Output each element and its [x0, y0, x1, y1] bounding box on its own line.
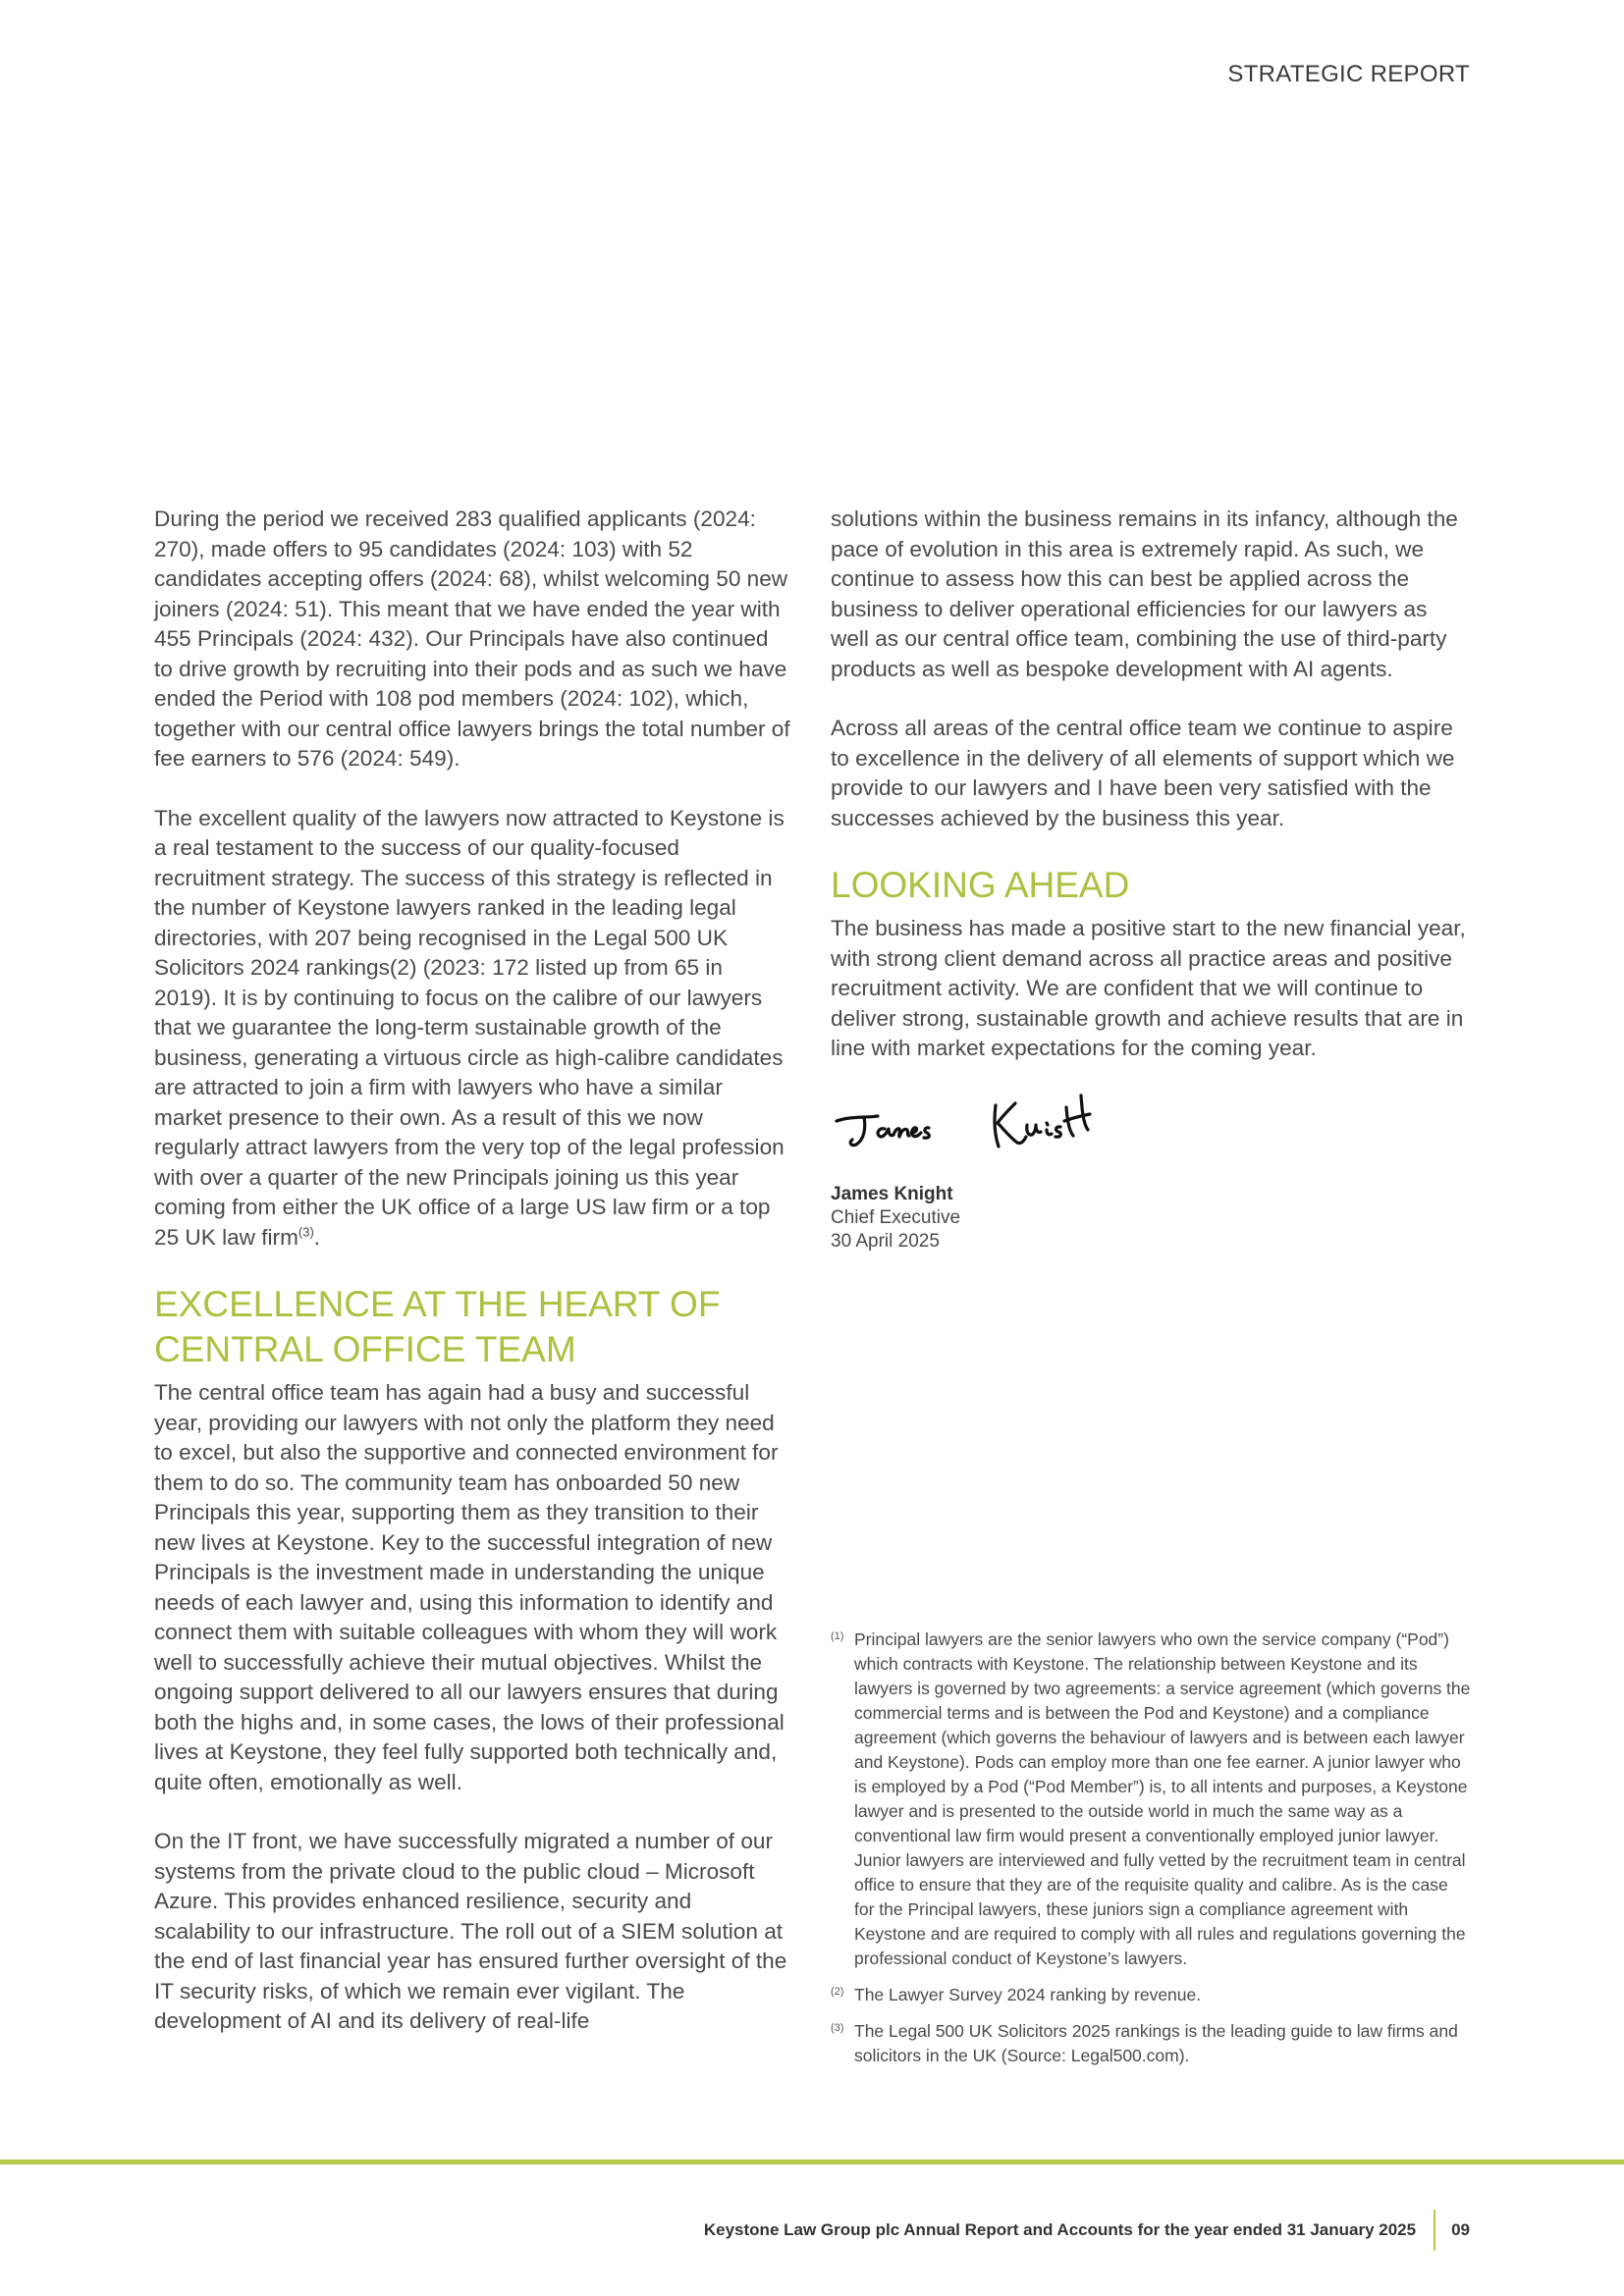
footer-divider: [1434, 2210, 1435, 2251]
signer-date: 30 April 2025: [831, 1230, 940, 1252]
footnote-text: The Legal 500 UK Solicitors 2025 rankings is the leading guide to law firms and solicitors in the UK (Source: Legal500.com).: [854, 2021, 1458, 2065]
paragraph-ai: solutions within the business remains in its infancy, although the pace of evolution in this area is extremely rapid. As such, we continue to assess how this can best be applied across the business to deliver operational efficiencies for our lawyers as well as our central office team, combining the use of third-party products as well as bespoke development with AI agents.: [831, 507, 1458, 681]
footnotes: [831, 1628, 1471, 2080]
paragraph-excellence: Across all areas of the central office team we continue to aspire to excellence in the delivery of all elements of support which we provide to our lawyers and I have been very satisfied with the successes achieved by the business this year.: [831, 716, 1455, 830]
paragraph-it: On the IT front, we have successfully migrated a number of our systems from the private cloud to the public cloud – Microsoft Azure. This provides enhanced resilience, security and scalability to our infrastructure. The roll out of a SIEM solution at the end of last financial year has ensured further oversight of the IT security risks, of which we remain ever vigilant. The development of AI and its delivery of real-life: [154, 1829, 787, 2033]
footnote-text: Principal lawyers are the senior lawyers who own the service company (“Pod”) which contracts with Keystone. The relationship between Keystone and its lawyers is governed by two agreements: a service agreement (which governs the commercial terms and is between the Pod and Keystone) and a compliance agreement (which governs the behaviour of lawyers and is between each lawyer and Keystone). Pods can employ more than one fee earner. A junior lawyer who is employed by a Pod (“Pod Member”) is, to all intents and purposes, a Keystone lawyer and is presented to the outside world in much the same way as a conventional law firm would present a conventionally employed junior lawyer. Junior lawyers are interviewed and fully vetted by the recruitment team in central office to ensure that they are of the requisite quality and calibre. As is the case for the Principal lawyers, these juniors sign a compliance agreement with Keystone and are required to comply with all rules and regulations governing the professional conduct of Keystone’s lawyers.: [854, 1629, 1471, 1968]
paragraph-quality-text: The excellent quality of the lawyers now attracted to Keystone is a real testament to the success of our quality-focused recruitment strategy. The success of this strategy is reflected in the number of Keystone lawyers ranked in the leading legal directories, with 207 being recognised in the Legal 500 UK Solicitors 2024 rankings(2) (2023: 172 listed up from 65 in 2019). It is by continuing to focus on the calibre of our lawyers that we guarantee the long-term sustainable growth of the business, generating a virtuous circle as high-calibre candidates are attracted to join a firm with lawyers who have a similar market presence to their own. As a result of this we now regularly attract lawyers from the very top of the legal profession with over a quarter of the new Principals joining us this year coming from either the UK office of a large US law firm or a top 25 UK law firm: [154, 805, 785, 1250]
right-column: [831, 505, 1471, 1254]
signer-block: [831, 1183, 1471, 1254]
section-label: STRATEGIC REPORT: [1227, 61, 1470, 87]
signature: [831, 1086, 1471, 1169]
signature-image: [831, 1086, 1125, 1164]
heading-central-office: EXCELLENCE AT THE HEART OF CENTRAL OFFICE TEAM: [154, 1284, 721, 1369]
footnote-2: [831, 1983, 1471, 2007]
paragraph-central-office: The central office team has again had a busy and successful year, providing our lawyers with not only the platform they need to excel, but also the supportive and connected environment for them to do so. The community team has onboarded 50 new Principals this year, supporting them as they transition to their new lives at Keystone. Key to the successful integration of new Principals is the investment made in understanding the unique needs of each lawyer and, using this information to identify and connect them with suitable colleagues with whom they will work well to successfully achieve their mutual objectives. Whilst the ongoing support delivered to all our lawyers ensures that during both the highs and, in some cases, the lows of their professional lives at Keystone, they feel fully supported both technically and, quite often, emotionally as well.: [154, 1380, 785, 1794]
page-footer: [704, 2210, 1470, 2251]
footnote-number: (2): [831, 1986, 844, 1998]
footnote-3: [831, 2019, 1471, 2068]
footnote-number: (3): [831, 2022, 844, 2034]
footnote-number: (1): [831, 1630, 844, 1642]
paragraph-outlook: The business has made a positive start to the new financial year, with strong client demand across all practice areas and positive recruitment activity. We are confident that we will continue to deliver strong, sustainable growth and achieve results that are in line with market expectations for the coming year.: [831, 916, 1466, 1060]
footnote-text: The Lawyer Survey 2024 ranking by revenue.: [854, 1985, 1202, 2004]
paragraph-quality: [154, 804, 790, 1254]
signer-title: Chief Executive: [831, 1206, 961, 1228]
footer-title: Keystone Law Group plc Annual Report and Accounts for the year ended 31 January 2025: [703, 2220, 1417, 2239]
heading-looking-ahead: LOOKING AHEAD: [831, 865, 1130, 905]
footnote-1: [831, 1628, 1471, 1971]
paragraph-applicants: During the period we received 283 qualified applicants (2024: 270), made offers to 95 candidates (2024: 103) with 52 candidates accepting offers (2024: 68), whilst welcoming 50 new joiners (2024: 51). This meant that we have ended the year with 455 Principals (2024: 432). Our Principals have also continued to drive growth by recruiting into their pods and as such we have ended the Period with 108 pod members (2024: 102), which, together with our central office lawyers brings the total number of fee earners to 576 (2024: 549).: [154, 507, 790, 771]
paragraph-quality-end: .: [313, 1224, 321, 1250]
left-column: [154, 505, 790, 2066]
footnote-ref-3: (3): [298, 1223, 314, 1239]
page-number: 09: [1451, 2220, 1470, 2239]
footer-rule: [0, 2160, 1624, 2164]
signer-name: James Knight: [831, 1183, 953, 1204]
